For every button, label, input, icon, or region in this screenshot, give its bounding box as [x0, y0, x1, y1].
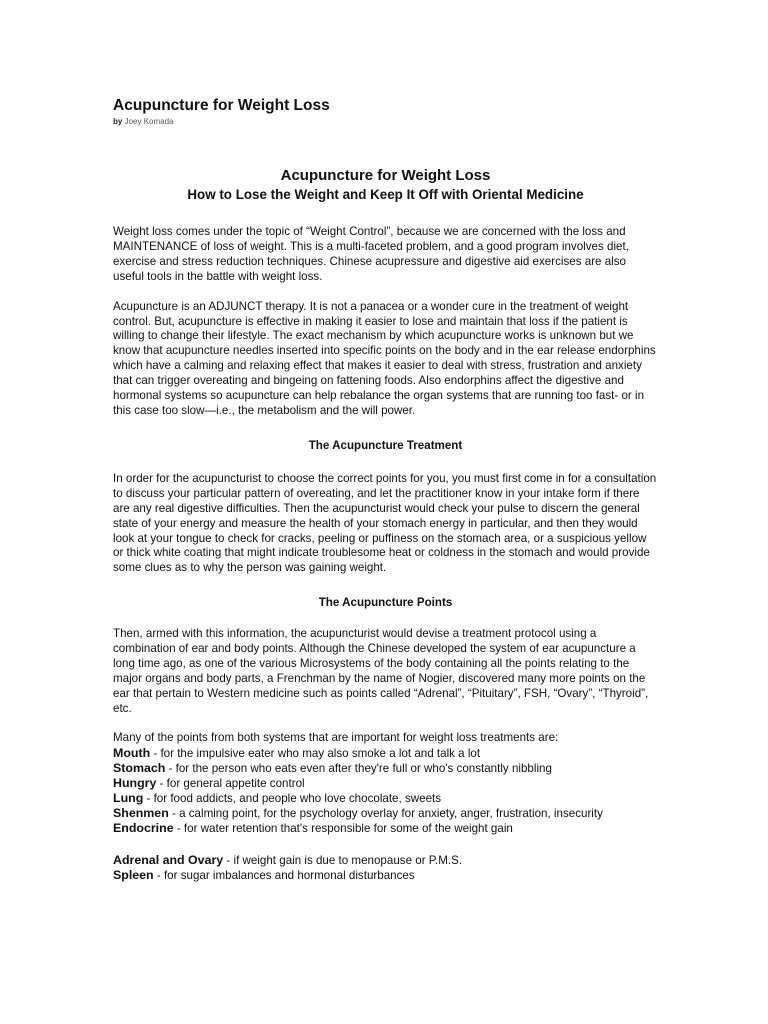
- list-item: [113, 806, 658, 821]
- point-desc: - for general appetite control: [156, 776, 305, 790]
- byline-label: by: [113, 117, 123, 126]
- point-name: Hungry: [113, 775, 157, 790]
- list-item: [113, 868, 658, 883]
- point-name: Spleen: [113, 867, 154, 882]
- point-name: Stomach: [113, 760, 166, 775]
- document-title: Acupuncture for Weight Loss: [113, 97, 330, 114]
- document-page: [113, 96, 658, 883]
- paragraph-adjunct: Acupuncture is an ADJUNCT therapy. It is not a panacea or a wonder cure in the treatment of weight control. But, acupuncture is effective in making it easier to lose and maintain that loss if the patient is willing to change their lifestyle. The exact mechanism by which acupuncture works is unknown but we know that acupuncture needles inserted into specific points on the body and in the ear release endorphins which have a calming and relaxing effect that makes it easier to deal with stress, frustration and anxiety that can trigger overeating and bingeing on fattening foods. Also endorphins affect the digestive and hormonal systems so acupuncture can help rebalance the organ systems that are running too fast- or in this case too slow—i.e., the metabolism and the will power.: [113, 299, 656, 417]
- heading-points: The Acupuncture Points: [318, 596, 453, 610]
- paragraph-points: Then, armed with this information, the acupuncturist would devise a treatment protocol using a combination of ear and body points. Although the Chinese developed the system of ear acupuncture a long time ago, as one of the various Microsystems of the body containing all the points relating to the major organs and body parts, a Frenchman by the name of Nogier, discovered many more points on the ear that pertain to Western medicine such as points called “Adrenal”, “Pituitary”, FSH, “Ovary”, “Thyroid”, etc.: [113, 627, 649, 715]
- paragraph-treatment: In order for the acupuncturist to choose the correct points for you, you must first come in for a consultation to discuss your particular pattern of overeating, and let the practitioner know in your intake form if there are any real digestive difficulties. Then the acupuncturist would check your pulse to discern the general state of your energy and measure the health of your stomach energy in particular, and then they would look at your tongue to check for cracks, peeling or puffiness on the stomach area, or a suspicious yellow or thick white coating that might indicate troublesome heat or coldness in the stomach and would provide some clues as to why the person was gaining weight.: [113, 471, 657, 575]
- point-name: Adrenal and Ovary: [113, 852, 224, 867]
- points-list-a: [113, 746, 658, 836]
- point-desc: - a calming point, for the psychology overlay for anxiety, anger, frustration, insecurity: [168, 806, 603, 820]
- point-desc: - if weight gain is due to menopause or P.M.S.: [223, 853, 463, 867]
- article-title: Acupuncture for Weight Loss: [280, 167, 491, 184]
- point-name: Lung: [113, 790, 144, 805]
- list-item: [113, 821, 658, 836]
- points-list-b: [113, 853, 658, 883]
- point-name: Endocrine: [113, 820, 174, 835]
- point-desc: - for food addicts, and people who love chocolate, sweets: [143, 791, 442, 805]
- heading-treatment: The Acupuncture Treatment: [308, 438, 463, 452]
- point-desc: - for the person who eats even after they're full or who's constantly nibbling: [165, 761, 552, 775]
- list-item: [113, 746, 658, 761]
- point-name: Mouth: [113, 745, 151, 760]
- list-item: [113, 791, 658, 806]
- list-item: [113, 761, 658, 776]
- list-item: [113, 853, 658, 868]
- point-desc: - for sugar imbalances and hormonal disturbances: [153, 868, 415, 882]
- paragraph-intro: Weight loss comes under the topic of “Weight Control”, because we are concerned with the loss and MAINTENANCE of loss of weight. This is a multi-faceted problem, and a good program involves diet, exercise and stress reduction techniques. Chinese acupressure and digestive aid exercises are also useful tools in the battle with weight loss.: [113, 225, 629, 283]
- point-desc: - for water retention that's responsible for some of the weight gain: [173, 821, 513, 835]
- list-item: [113, 776, 658, 791]
- point-desc: - for the impulsive eater who may also smoke a lot and talk a lot: [150, 746, 481, 760]
- article-subtitle: How to Lose the Weight and Keep It Off with Oriental Medicine: [187, 187, 584, 202]
- paragraph-points-intro: Many of the points from both systems that are important for weight loss treatments are:: [113, 730, 559, 744]
- author-name: Joey Komada: [124, 117, 174, 126]
- point-name: Shenmen: [113, 805, 169, 820]
- byline: [113, 116, 658, 127]
